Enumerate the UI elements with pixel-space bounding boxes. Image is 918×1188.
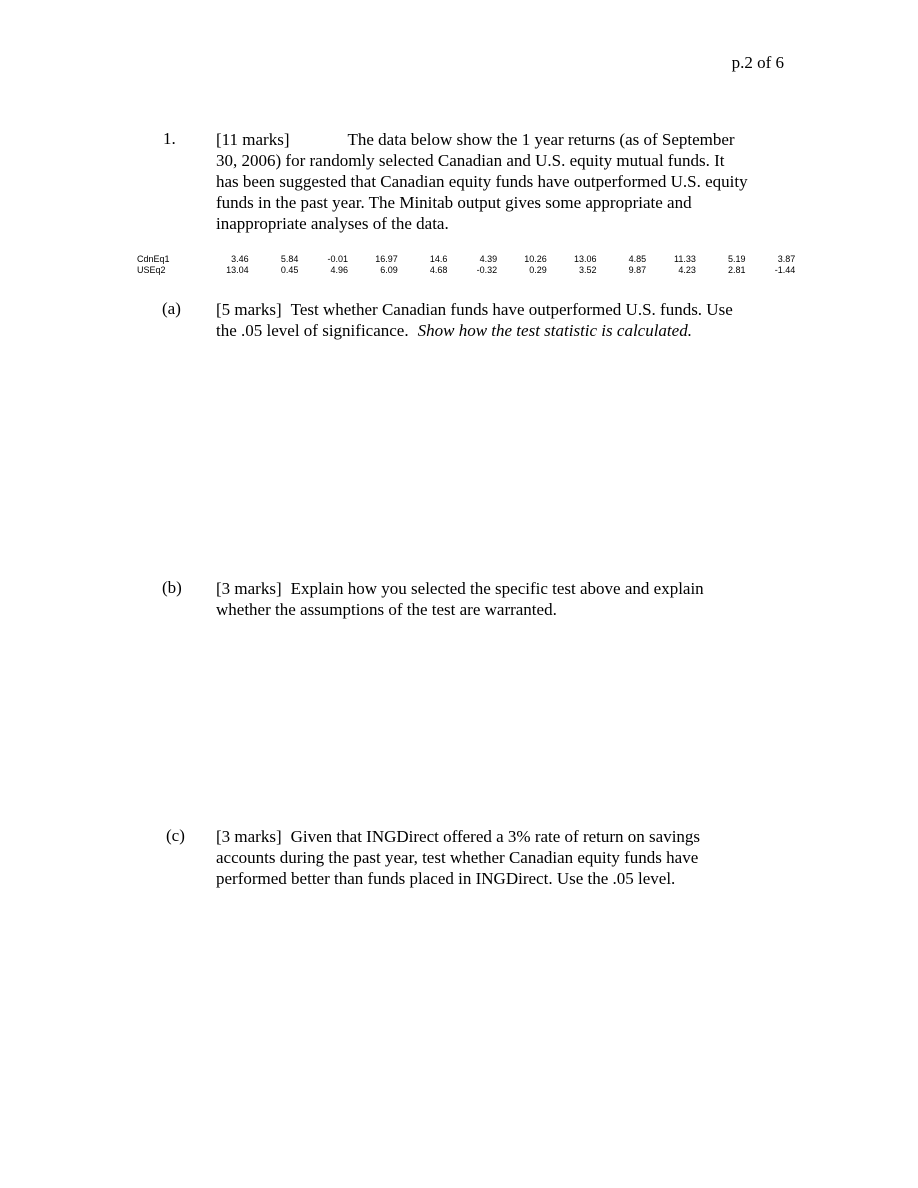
returns-data-table (137, 254, 795, 276)
table-cell: 11.33 (674, 254, 696, 264)
table-cell: 3.46 (231, 254, 249, 264)
table-cell: 6.09 (380, 265, 398, 275)
table-cell: -1.44 (774, 265, 796, 275)
table-cell: 10.26 (524, 254, 547, 264)
page-number: p.2 of 6 (731, 53, 784, 72)
part-a-intro: Test whether Canadian funds have outperformed U.S. funds. Use (290, 300, 733, 319)
row-label: USEq2 (137, 265, 166, 275)
table-cell: 5.19 (728, 254, 746, 264)
table-cell: 4.39 (479, 254, 498, 264)
question-1-line-3: has been suggested that Canadian equity funds have outperformed U.S. equity (216, 172, 748, 191)
part-c-text (216, 826, 796, 889)
question-1-line-2: 30, 2006) for randomly selected Canadian and U.S. equity mutual funds. It (216, 151, 725, 170)
table-cell: 0.45 (280, 265, 299, 275)
table-cell: 4.96 (330, 265, 349, 275)
row-label: CdnEq1 (137, 254, 170, 264)
table-cell: 2.81 (728, 265, 746, 275)
table-cell: 3.52 (578, 265, 597, 275)
table-cell: -0.01 (327, 254, 349, 264)
part-b-line-1 (216, 578, 796, 599)
part-a-line-1 (216, 299, 796, 320)
part-b-text (216, 578, 796, 620)
table-cell: 4.23 (678, 265, 696, 275)
part-b-intro: Explain how you selected the specific test above and explain (290, 579, 704, 598)
question-1-text (216, 129, 796, 234)
part-b-marks: [3 marks] (216, 579, 282, 598)
table-cell: 13.06 (573, 254, 597, 264)
part-c-marks: [3 marks] (216, 827, 282, 846)
table-cell: 4.68 (429, 265, 448, 275)
question-1-line-1 (216, 129, 796, 150)
question-1-line-5: inappropriate analyses of the data. (216, 214, 449, 233)
part-a-plain: the .05 level of significance. (216, 321, 409, 340)
table-cell: 4.85 (628, 254, 647, 264)
question-1-line-4: funds in the past year. The Minitab output gives some appropriate and (216, 193, 692, 212)
table-cell: 0.29 (529, 265, 547, 275)
table-cell: 3.87 (777, 254, 796, 264)
table-cell: 16.97 (375, 254, 398, 264)
part-c-line-2: accounts during the past year, test whether Canadian equity funds have (216, 848, 699, 867)
table-cell: 13.04 (226, 265, 249, 275)
table-row (137, 265, 795, 276)
part-a-label: (a) (162, 299, 181, 318)
question-number: 1. (163, 129, 176, 148)
part-b-line-2: whether the assumptions of the test are warranted. (216, 600, 557, 619)
question-1-intro: The data below show the 1 year returns (as of September (347, 130, 735, 149)
part-a-text (216, 299, 796, 341)
table-cell: 5.84 (280, 254, 299, 264)
part-c-line-3: performed better than funds placed in INGDirect. Use the .05 level. (216, 869, 676, 888)
part-b-label: (b) (162, 578, 182, 597)
table-cell: -0.32 (476, 265, 498, 275)
table-cell: 9.87 (628, 265, 647, 275)
part-a-italic: Show how the test statistic is calculated. (417, 321, 692, 340)
part-a-marks: [5 marks] (216, 300, 282, 319)
table-row (137, 254, 795, 265)
question-1-marks: [11 marks] (216, 130, 290, 149)
part-c-intro: Given that INGDirect offered a 3% rate of return on savings (290, 827, 701, 846)
part-c-line-1 (216, 826, 796, 847)
part-a-line-2 (216, 320, 796, 341)
part-c-label: (c) (166, 826, 185, 845)
table-cell: 14.6 (429, 254, 448, 264)
